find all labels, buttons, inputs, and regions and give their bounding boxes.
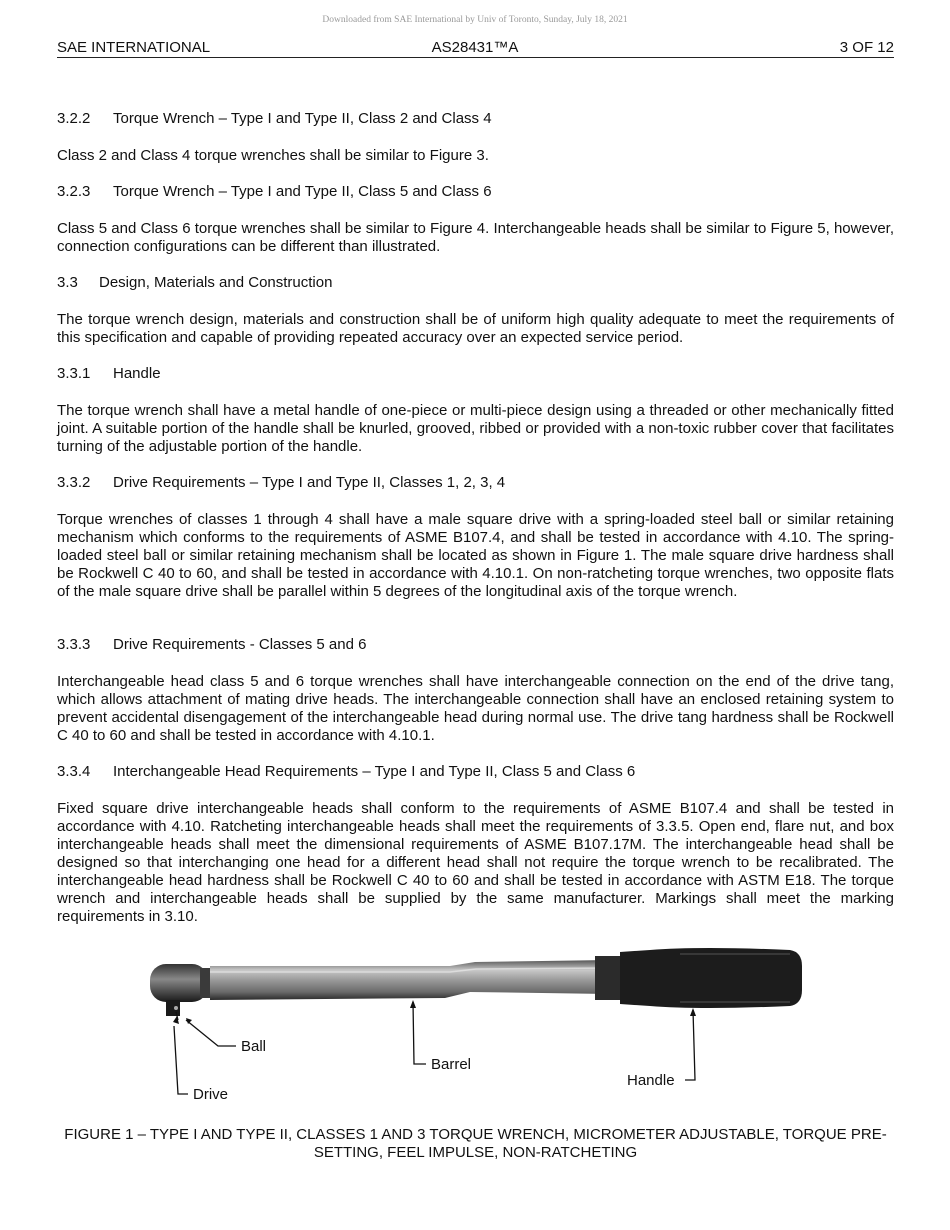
download-watermark: Downloaded from SAE International by Univ of Toronto, Sunday, July 18, 2021	[322, 15, 628, 25]
section-heading	[57, 274, 332, 292]
drive-label: Drive	[193, 1086, 229, 1103]
header-publisher: SAE INTERNATIONAL	[57, 39, 211, 56]
paragraph: Class 5 and Class 6 torque wrenches shall be similar to Figure 4. Interchangeable heads shall be similar to Figure 5, however, connection configurations can be different than illustrated.	[57, 220, 894, 255]
section-heading	[57, 474, 505, 492]
barrel-leader	[413, 1002, 426, 1064]
section-title: Handle	[113, 365, 161, 382]
paragraph: Class 2 and Class 4 torque wrenches shall be similar to Figure 3.	[57, 147, 489, 164]
section-heading	[57, 365, 161, 383]
section-number: 3.2.2	[57, 110, 91, 127]
paragraph: The torque wrench design, materials and construction shall be of uniform high quality adequate to meet the requirements of this specification and capable of providing repeated accuracy over an expected service period.	[57, 311, 894, 346]
drive-leader	[174, 1026, 188, 1094]
ball-leader	[186, 1020, 236, 1046]
detent-ball	[174, 1006, 178, 1010]
section-number: 3.3.2	[57, 474, 91, 491]
section-heading	[57, 110, 492, 128]
ball-label: Ball	[241, 1038, 267, 1055]
section-number: 3.3	[57, 274, 78, 291]
paragraph: The torque wrench shall have a metal handle of one-piece or multi-piece design using a threaded or other mechanically fitted joint. A suitable portion of the handle shall be knurled, grooved, ribbed or provided with a non-toxic rubber cover that facilitates turning of the adjustable portion of the handle.	[57, 402, 894, 455]
handle-collar	[595, 956, 621, 1000]
handle-leader	[685, 1010, 695, 1080]
header-document-id: AS28431™A	[431, 39, 519, 56]
wrench-barrel	[210, 960, 610, 1000]
section-number: 3.3.1	[57, 365, 91, 382]
section-number: 3.3.3	[57, 636, 91, 653]
section-title: Torque Wrench – Type I and Type II, Class 5 and Class 6	[113, 183, 492, 200]
header-page-number: 3 OF 12	[839, 39, 894, 56]
wrench-head	[150, 964, 212, 1002]
paragraph: Fixed square drive interchangeable heads shall conform to the requirements of ASME B107.4 and shall be tested in accordance with 4.10. Ratcheting interchangeable heads shall meet the requirements of 3.3.5. Open end, flare nut, and box interchangeable heads shall meet the dimensional requirements of ASME B107.17M. The interchangeable head shall be designed so that interchanging one head for a different head shall not require the torque wrench to be recalibrated. The interchangeable head hardness shall be Rockwell C 40 to 60 and shall be tested in accordance with ASTM E18. The torque wrench and interchangeable heads shall be supplied by the same manufacturer. Markings shall meet the marking requirements in 3.10.	[57, 800, 894, 925]
section-heading	[57, 636, 366, 654]
paragraph: Torque wrenches of classes 1 through 4 shall have a male square drive with a spring-loaded steel ball or similar retaining mechanism which conforms to the requirements of ASME B107.4, and shall be tested in accordance with 4.10. The spring-loaded steel ball or similar retaining mechanism shall be located as shown in Figure 1. The male square drive hardness shall be Rockwell C 40 to 60, and shall be tested in accordance with 4.10.1. On non-ratcheting torque wrenches, two opposite flats of the male square drive shall be parallel within 5 degrees of the longitudinal axis of the torque wrench.	[57, 511, 894, 600]
section-number: 3.3.4	[57, 763, 91, 780]
handle-label: Handle	[627, 1072, 675, 1089]
header-rule	[57, 57, 894, 58]
figure-caption: FIGURE 1 – TYPE I AND TYPE II, CLASSES 1 AND 3 TORQUE WRENCH, MICROMETER ADJUSTABLE, TORQUE PRE-SETTING, FEEL IMPULSE, NON-RATCHETING	[64, 1126, 887, 1161]
section-number: 3.2.3	[57, 183, 91, 200]
barrel-label: Barrel	[431, 1056, 472, 1073]
section-title: Drive Requirements – Type I and Type II, Classes 1, 2, 3, 4	[113, 474, 506, 491]
torque-wrench-figure	[140, 942, 810, 1114]
section-title: Torque Wrench – Type I and Type II, Class 2 and Class 4	[113, 110, 492, 127]
section-heading	[57, 183, 492, 201]
section-title: Drive Requirements - Classes 5 and 6	[113, 636, 367, 653]
section-title: Design, Materials and Construction	[99, 274, 333, 291]
section-heading	[57, 763, 635, 781]
section-title: Interchangeable Head Requirements – Type I and Type II, Class 5 and Class 6	[113, 763, 636, 780]
paragraph: Interchangeable head class 5 and 6 torque wrenches shall have interchangeable connection on the end of the drive tang, which allows attachment of mating drive heads. The interchangeable connection shall have an enclosed retaining system to prevent accidental disengagement of the interchangeable head during normal use. The drive tang hardness shall be Rockwell C 40 to 60 and shall be tested in accordance with 4.10.1.	[57, 673, 894, 744]
wrench-handle	[620, 948, 802, 1008]
